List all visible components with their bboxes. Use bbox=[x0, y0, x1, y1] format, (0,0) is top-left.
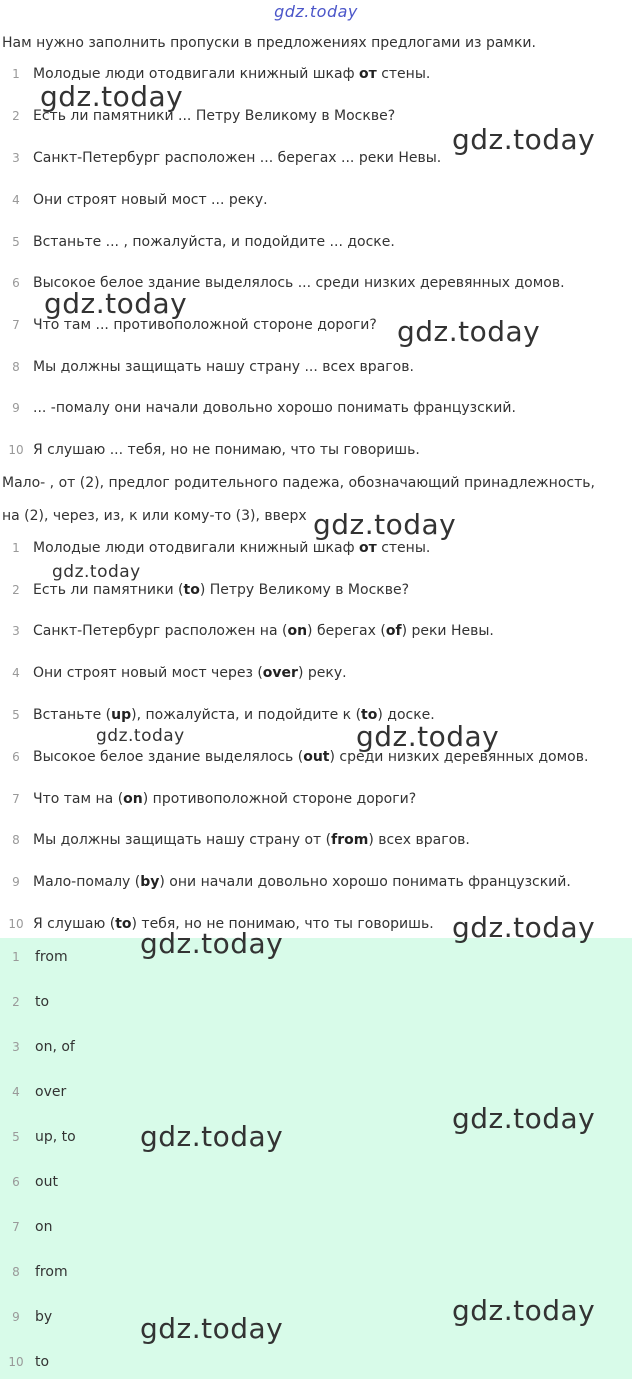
question-number: 10 bbox=[8, 443, 24, 457]
watermark: gdz.today bbox=[140, 927, 284, 960]
watermark: gdz.today bbox=[397, 315, 541, 348]
key-number: 5 bbox=[12, 1130, 20, 1144]
answer-number: 4 bbox=[12, 666, 20, 680]
watermark: gdz.today bbox=[52, 562, 141, 582]
watermark: gdz.today bbox=[313, 508, 457, 541]
answer-text: Я слушаю (to) тебя, но не понимаю, что ты говоришь. bbox=[33, 916, 434, 932]
question-text: Мы должны защищать нашу страну ... всех врагов. bbox=[33, 359, 414, 375]
answer-text: Санкт-Петербург расположен на (on) берегах (of) реки Невы. bbox=[33, 623, 494, 639]
key-row bbox=[0, 1216, 632, 1238]
answer-number: 1 bbox=[12, 541, 20, 555]
watermark: gdz.today bbox=[96, 726, 185, 746]
answer-row bbox=[0, 704, 632, 726]
question-text: Я слушаю ... тебя, но не понимаю, что ты говоришь. bbox=[33, 442, 420, 458]
key-row bbox=[0, 991, 632, 1013]
question-number: 9 bbox=[12, 401, 20, 415]
question-number: 4 bbox=[12, 193, 20, 207]
watermark: gdz.today bbox=[452, 911, 596, 944]
answer-row bbox=[0, 788, 632, 810]
answer-text: Что там на (on) противоположной стороне дороги? bbox=[33, 791, 417, 807]
question-row bbox=[0, 189, 632, 211]
key-answer: to bbox=[35, 994, 50, 1010]
question-text: Есть ли памятники ... Петру Великому в Москве? bbox=[33, 108, 396, 124]
answer-row bbox=[0, 579, 632, 601]
question-row bbox=[0, 231, 632, 253]
answer-row bbox=[0, 620, 632, 642]
key-row bbox=[0, 946, 632, 968]
answer-number: 10 bbox=[8, 917, 24, 931]
key-number: 9 bbox=[12, 1310, 20, 1324]
key-answer: to bbox=[35, 1354, 50, 1370]
key-answer: out bbox=[35, 1174, 58, 1190]
answer-number: 6 bbox=[12, 750, 20, 764]
prepositions-note-line-1: Мало- , от (2), предлог родительного падежа, обозначающий принадлежность, bbox=[2, 475, 595, 491]
watermark: gdz.today bbox=[40, 80, 184, 113]
answer-row bbox=[0, 829, 632, 851]
watermark: gdz.today bbox=[452, 1102, 596, 1135]
answer-number: 2 bbox=[12, 583, 20, 597]
key-answer: by bbox=[35, 1309, 53, 1325]
key-number: 3 bbox=[12, 1040, 20, 1054]
question-row bbox=[0, 397, 632, 419]
answer-text: Молодые люди отодвигали книжный шкаф от стены. bbox=[33, 540, 431, 556]
question-text: Санкт-Петербург расположен ... берегах ... реки Невы. bbox=[33, 150, 442, 166]
question-number: 2 bbox=[12, 109, 20, 123]
key-answer: from bbox=[35, 949, 68, 965]
key-number: 7 bbox=[12, 1220, 20, 1234]
answer-text: Они строят новый мост через (over) реку. bbox=[33, 665, 347, 681]
key-number: 6 bbox=[12, 1175, 20, 1189]
answer-row bbox=[0, 746, 632, 768]
task-intro: Нам нужно заполнить пропуски в предложениях предлогами из рамки. bbox=[2, 35, 536, 51]
question-number: 7 bbox=[12, 318, 20, 332]
question-row bbox=[0, 439, 632, 461]
key-answer: from bbox=[35, 1264, 68, 1280]
watermark: gdz.today bbox=[140, 1312, 284, 1345]
answer-text: Мы должны защищать нашу страну от (from) всех врагов. bbox=[33, 832, 470, 848]
key-answer: on, of bbox=[35, 1039, 75, 1055]
question-number: 6 bbox=[12, 276, 20, 290]
watermark: gdz.today bbox=[356, 720, 500, 753]
key-row bbox=[0, 1351, 632, 1373]
key-number: 1 bbox=[12, 950, 20, 964]
question-text: Что там ... противоположной стороне дороги? bbox=[33, 317, 377, 333]
key-number: 4 bbox=[12, 1085, 20, 1099]
answer-number: 8 bbox=[12, 833, 20, 847]
prepositions-note-line-2: на (2), через, из, к или кому-то (3), вверх bbox=[2, 508, 307, 524]
watermark: gdz.today bbox=[452, 123, 596, 156]
question-row bbox=[0, 356, 632, 378]
question-text: Молодые люди отодвигали книжный шкаф от стены. bbox=[33, 66, 431, 82]
key-row bbox=[0, 1171, 632, 1193]
watermark: gdz.today bbox=[452, 1294, 596, 1327]
question-number: 5 bbox=[12, 235, 20, 249]
question-text: Высокое белое здание выделялось ... среди низких деревянных домов. bbox=[33, 275, 565, 291]
question-text: Встаньте ... , пожалуйста, и подойдите ... доске. bbox=[33, 234, 395, 250]
key-number: 10 bbox=[8, 1355, 24, 1369]
key-row bbox=[0, 1036, 632, 1058]
answer-row bbox=[0, 871, 632, 893]
key-row bbox=[0, 1081, 632, 1103]
question-number: 8 bbox=[12, 360, 20, 374]
question-text: Они строят новый мост ... реку. bbox=[33, 192, 268, 208]
key-answer: over bbox=[35, 1084, 67, 1100]
question-number: 3 bbox=[12, 151, 20, 165]
key-answer: on bbox=[35, 1219, 53, 1235]
key-number: 8 bbox=[12, 1265, 20, 1279]
question-number: 1 bbox=[12, 67, 20, 81]
answer-number: 9 bbox=[12, 875, 20, 889]
answer-number: 7 bbox=[12, 792, 20, 806]
site-logo[interactable]: gdz.today bbox=[274, 2, 358, 21]
answer-number: 5 bbox=[12, 708, 20, 722]
key-number: 2 bbox=[12, 995, 20, 1009]
answer-text: Есть ли памятники (to) Петру Великому в Москве? bbox=[33, 582, 410, 598]
answer-number: 3 bbox=[12, 624, 20, 638]
answer-row bbox=[0, 662, 632, 684]
key-answer: up, to bbox=[35, 1129, 76, 1145]
answer-text: Высокое белое здание выделялось (out) среди низких деревянных домов. bbox=[33, 749, 589, 765]
answer-text: Встаньте (up), пожалуйста, и подойдите к (to) доске. bbox=[33, 707, 435, 723]
watermark: gdz.today bbox=[44, 287, 188, 320]
question-text: ... -помалу они начали довольно хорошо понимать французский. bbox=[33, 400, 516, 416]
key-row bbox=[0, 1261, 632, 1283]
answer-text: Мало-помалу (by) они начали довольно хорошо понимать французский. bbox=[33, 874, 571, 890]
watermark: gdz.today bbox=[140, 1120, 284, 1153]
